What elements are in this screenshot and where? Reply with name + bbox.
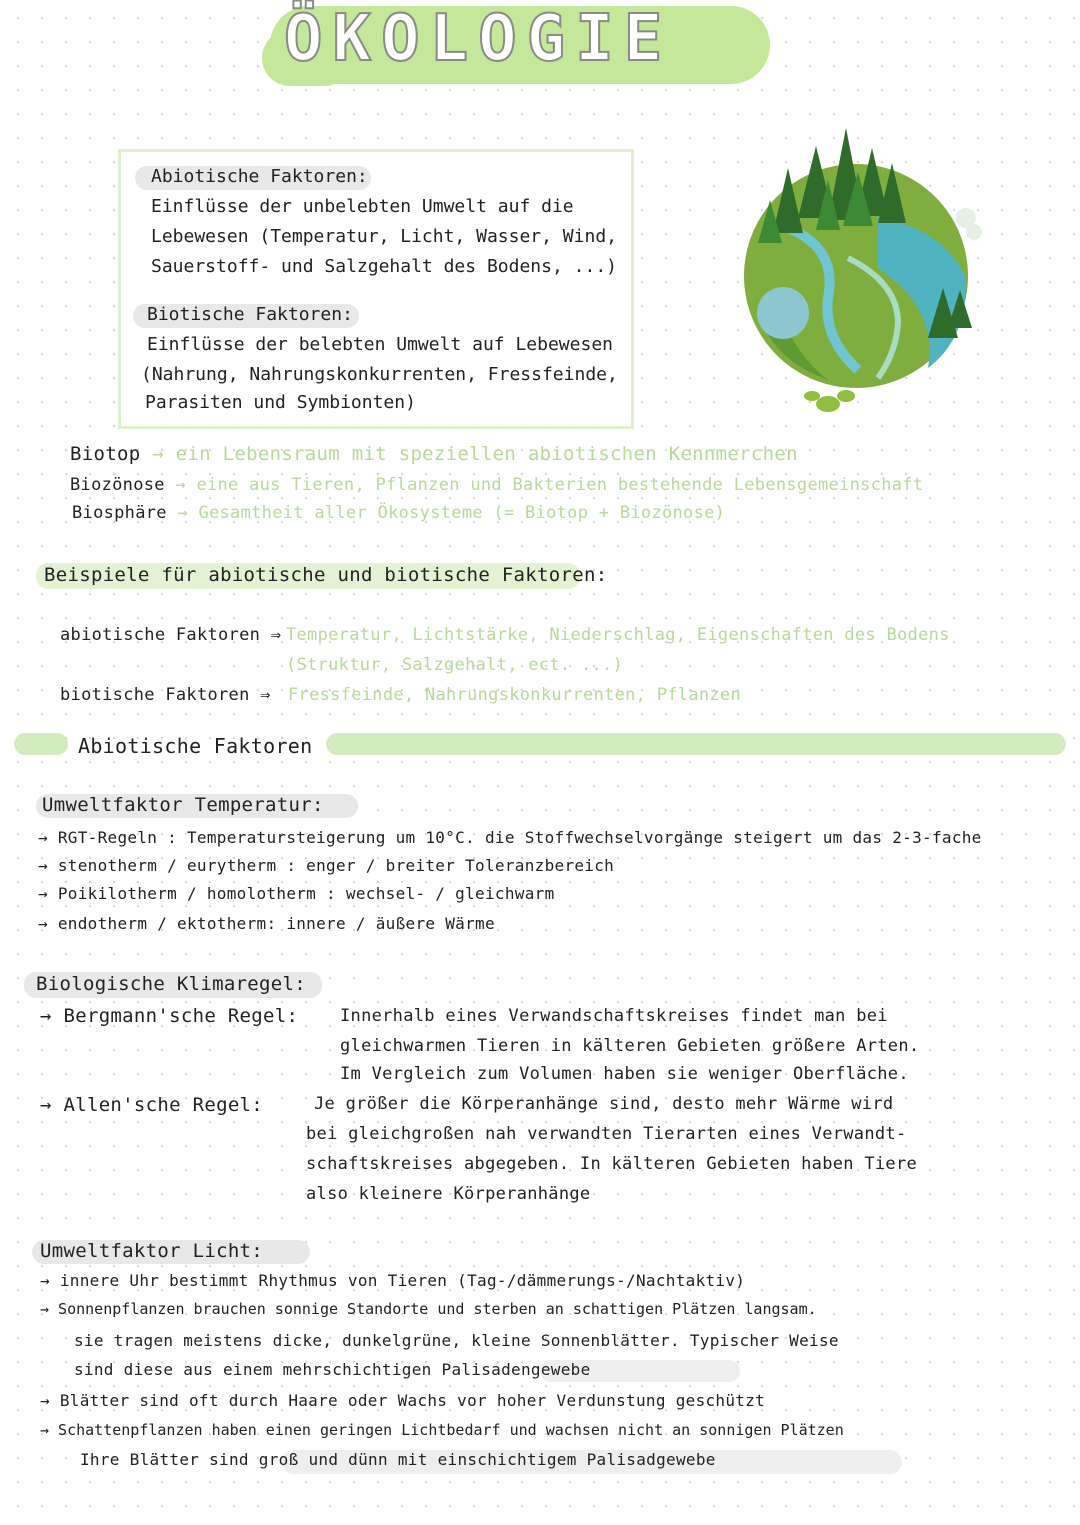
light-line: → Schattenpflanzen haben einen geringen Lichtbedarf und wachsen nicht an sonnigen Plätzen	[40, 1421, 844, 1439]
biotic-heading: Biotische Faktoren:	[147, 304, 353, 325]
bergmann-line: Im Vergleich zum Volumen haben sie weniger Oberfläche.	[340, 1064, 909, 1084]
section-divider-right	[326, 733, 1066, 755]
light-line: sind diese aus einem mehrschichtigen Palisadengewebe	[74, 1360, 591, 1379]
light-line: → Sonnenpflanzen brauchen sonnige Standorte und sterben an schattigen Plätzen langsam.	[40, 1300, 817, 1318]
abiotic-heading: Abiotische Faktoren:	[151, 166, 368, 187]
section-title: Abiotische Faktoren	[78, 734, 313, 758]
temperature-line: → Poikilotherm / homolotherm : wechsel- / gleichwarm	[38, 884, 555, 903]
term-label: Biosphäre	[72, 503, 167, 523]
light-line: Ihre Blätter sind groß und dünn mit einschichtigem Palisadgewebe	[80, 1450, 716, 1469]
abiotic-line: Lebewesen (Temperatur, Licht, Wasser, Wind,	[151, 226, 617, 247]
section-divider-left	[14, 733, 68, 755]
light-heading: Umweltfaktor Licht:	[40, 1240, 264, 1262]
term-biosphaere	[72, 503, 725, 523]
title-text: ÖKOLOGIE	[284, 2, 673, 76]
light-line: sie tragen meistens dicke, dunkelgrüne, kleine Sonnenblätter. Typischer Weise	[74, 1331, 839, 1350]
allen-line: Je größer die Körperanhänge sind, desto mehr Wärme wird	[314, 1094, 894, 1114]
light-line: → Blätter sind oft durch Haare oder Wachs vor hoher Verdunstung geschützt	[40, 1391, 766, 1410]
temperature-line: → RGT-Regeln : Temperatursteigerung um 10°C. die Stoffwechselvorgänge steigert um das 2-3-fache	[38, 828, 982, 847]
examples-abiotic-label: abiotische Faktoren ⇒	[60, 625, 282, 645]
term-biotop	[70, 443, 798, 465]
temperature-line: → endotherm / ektotherm: innere / äußere Wärme	[38, 914, 495, 933]
light-line: → innere Uhr bestimmt Rhythmus von Tieren (Tag-/dämmerungs-/Nachtaktiv)	[40, 1271, 746, 1290]
abiotic-line: Sauerstoff- und Salzgehalt des Bodens, ...)	[151, 256, 617, 277]
allen-label: → Allen'sche Regel:	[40, 1094, 264, 1116]
term-definition: → eine aus Tieren, Pflanzen und Bakterien bestehende Lebensgemeinschaft	[175, 475, 924, 495]
biotic-line: Einflüsse der belebten Umwelt auf Lebewesen	[147, 334, 613, 355]
term-label: Biotop	[70, 443, 141, 465]
page-title	[262, 0, 782, 88]
factor-definition-box	[118, 149, 634, 429]
abiotic-line: Einflüsse der unbelebten Umwelt auf die	[151, 196, 574, 217]
term-biozoenose	[70, 475, 923, 495]
allen-line: schaftskreises abgegeben. In kälteren Gebieten haben Tiere	[306, 1154, 918, 1174]
examples-heading: Beispiele für abiotische und biotische Faktoren:	[44, 564, 608, 586]
allen-line: also kleinere Körperanhänge	[306, 1184, 591, 1204]
examples-abiotic-value: Temperatur, Lichtstärke, Niederschlag, Eigenschaften des Bodens	[286, 625, 950, 645]
term-label: Biozönose	[70, 475, 165, 495]
examples-biotic-label: biotische Faktoren ⇒	[60, 685, 271, 705]
biotic-line: Parasiten und Symbionten)	[145, 392, 416, 413]
term-definition: → ein Lebensraum mit speziellen abiotischen Kennmerchen	[152, 443, 798, 465]
biotic-line: (Nahrung, Nahrungskonkurrenten, Fressfeinde,	[141, 364, 618, 385]
bergmann-line: Innerhalb eines Verwandschaftskreises findet man bei	[340, 1006, 888, 1026]
globe-illustration	[728, 108, 988, 418]
bergmann-label: → Bergmann'sche Regel:	[40, 1005, 299, 1027]
climate-heading: Biologische Klimaregel:	[36, 973, 306, 995]
term-definition: → Gesamtheit aller Ökosysteme (= Biotop + Biozönose)	[177, 503, 726, 523]
bergmann-line: gleichwarmen Tieren in kälteren Gebieten größere Arten.	[340, 1036, 920, 1056]
allen-line: bei gleichgroßen nah verwandten Tierarten eines Verwandt-	[306, 1124, 907, 1144]
temperature-line: → stenotherm / eurytherm : enger / breiter Toleranzbereich	[38, 856, 615, 875]
examples-biotic-value: Fressfeinde, Nahrungskonkurrenten, Pflanzen	[288, 685, 741, 705]
temperature-heading: Umweltfaktor Temperatur:	[42, 794, 324, 816]
examples-abiotic-value-2: (Struktur, Salzgehalt, ect. ...)	[286, 655, 624, 675]
